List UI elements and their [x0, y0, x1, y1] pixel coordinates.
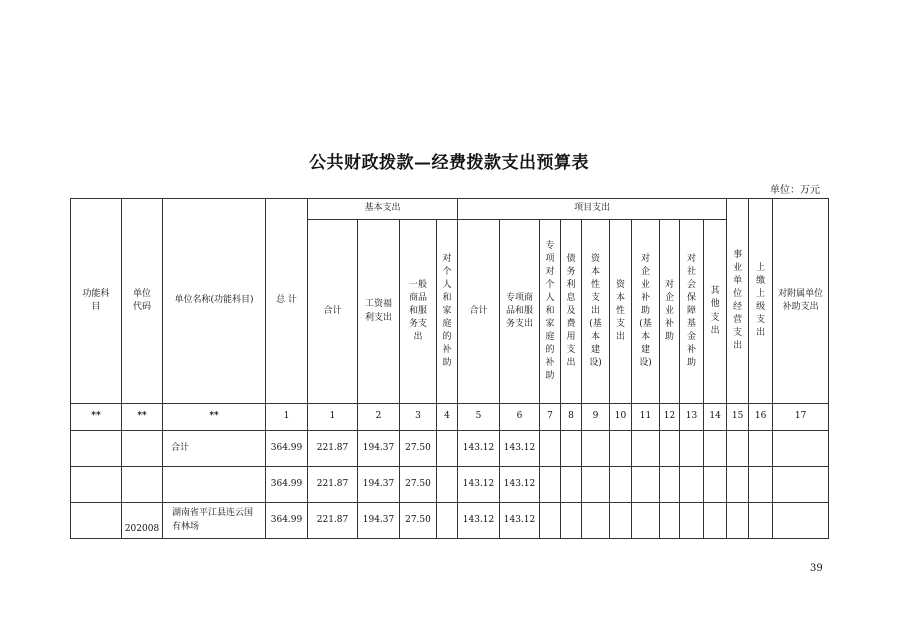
index-cell: 1: [308, 404, 358, 431]
header-total: 总 计: [266, 199, 308, 404]
header-social-security: 对社会保障基金补助: [680, 220, 704, 404]
empty-cell: [704, 431, 727, 467]
index-cell: 7: [540, 404, 561, 431]
header-proj-goods: 专项商品和服务支出: [500, 220, 540, 404]
personal-cell: [437, 467, 458, 503]
empty-cell: [773, 467, 829, 503]
header-capital-basic: 资本性支出(基本建设): [582, 220, 610, 404]
personal-cell: [437, 431, 458, 467]
header-capital: 资本性支出: [610, 220, 632, 404]
unit-label: 单位：万元: [770, 185, 820, 196]
header-wage-welfare: 工资福利支出: [358, 220, 400, 404]
index-cell: **: [71, 404, 122, 431]
table-row: [71, 467, 829, 503]
empty-cell: [680, 503, 704, 539]
index-cell: 16: [749, 404, 773, 431]
empty-cell: [610, 431, 632, 467]
header-unit-name: 单位名称(功能科目): [163, 199, 266, 404]
basic-total-cell: 221.87: [308, 467, 358, 503]
empty-cell: [727, 467, 749, 503]
index-cell: 10: [610, 404, 632, 431]
empty-cell: [660, 431, 680, 467]
index-cell: 15: [727, 404, 749, 431]
index-cell: 14: [704, 404, 727, 431]
total-cell: 364.99: [266, 503, 308, 539]
code-cell: 202008: [122, 503, 163, 539]
empty-cell: [540, 503, 561, 539]
proj-total-cell: 143.12: [458, 467, 500, 503]
index-cell: 1: [266, 404, 308, 431]
empty-cell: [582, 431, 610, 467]
header-basic-total: 合计: [308, 220, 358, 404]
basic-total-cell: 221.87: [308, 431, 358, 467]
empty-cell: [632, 431, 660, 467]
code-cell: [122, 467, 163, 503]
empty-cell: [773, 503, 829, 539]
goods-cell: 27.50: [400, 503, 437, 539]
header-row-1: [71, 199, 829, 220]
empty-cell: [727, 431, 749, 467]
empty-cell: [749, 503, 773, 539]
table-row: [71, 503, 829, 539]
header-goods-services: 一般商品和服务支出: [400, 220, 437, 404]
proj-goods-cell: 143.12: [500, 467, 540, 503]
index-cell: 12: [660, 404, 680, 431]
index-cell: 6: [500, 404, 540, 431]
proj-goods-cell: 143.12: [500, 431, 540, 467]
code-cell: [122, 431, 163, 467]
header-basic: 基本支出: [308, 199, 458, 220]
empty-cell: [632, 503, 660, 539]
empty-cell: [610, 503, 632, 539]
empty-cell: [660, 467, 680, 503]
index-cell: 17: [773, 404, 829, 431]
func-cell: [71, 503, 122, 539]
header-other: 其他支出: [704, 220, 727, 404]
header-enterprise-subsidy: 对企业补助: [660, 220, 680, 404]
empty-cell: [660, 503, 680, 539]
empty-cell: [704, 503, 727, 539]
index-cell: 3: [400, 404, 437, 431]
header-proj-total: 合计: [458, 220, 500, 404]
index-cell: 5: [458, 404, 500, 431]
wage-cell: 194.37: [358, 503, 400, 539]
wage-cell: 194.37: [358, 467, 400, 503]
name-cell: 湖南省平江县连云国有林场: [163, 503, 266, 539]
header-proj-personal: 专项对个人和家庭的补助: [540, 220, 561, 404]
name-cell: 合计: [163, 431, 266, 467]
empty-cell: [749, 431, 773, 467]
empty-cell: [540, 467, 561, 503]
empty-cell: [632, 467, 660, 503]
empty-cell: [680, 431, 704, 467]
header-enterprise-subsidy-basic: 对企业补助(基本建设): [632, 220, 660, 404]
total-cell: 364.99: [266, 467, 308, 503]
total-cell: 364.99: [266, 431, 308, 467]
header-debt-interest: 债务利息及费用支出: [561, 220, 582, 404]
header-project: 项目支出: [458, 199, 727, 220]
header-func-subject: 功能科目: [71, 199, 122, 404]
empty-cell: [561, 467, 582, 503]
header-upper-payment: 上缴上级支出: [749, 199, 773, 404]
index-cell: 13: [680, 404, 704, 431]
index-cell: 11: [632, 404, 660, 431]
empty-cell: [561, 503, 582, 539]
page-number: 39: [810, 563, 823, 574]
index-cell: 2: [358, 404, 400, 431]
name-cell: [163, 467, 266, 503]
goods-cell: 27.50: [400, 467, 437, 503]
empty-cell: [561, 431, 582, 467]
empty-cell: [680, 467, 704, 503]
header-unit-code: 单位代码: [122, 199, 163, 404]
func-cell: [71, 467, 122, 503]
proj-total-cell: 143.12: [458, 503, 500, 539]
index-cell: 8: [561, 404, 582, 431]
empty-cell: [727, 503, 749, 539]
empty-cell: [704, 467, 727, 503]
empty-cell: [749, 467, 773, 503]
empty-cell: [582, 467, 610, 503]
index-cell: **: [122, 404, 163, 431]
index-cell: 4: [437, 404, 458, 431]
empty-cell: [610, 467, 632, 503]
index-row: [71, 404, 829, 431]
table-row: [71, 431, 829, 467]
empty-cell: [540, 431, 561, 467]
func-cell: [71, 431, 122, 467]
personal-cell: [437, 503, 458, 539]
proj-goods-cell: 143.12: [500, 503, 540, 539]
empty-cell: [582, 503, 610, 539]
goods-cell: 27.50: [400, 431, 437, 467]
budget-table: [70, 198, 829, 539]
proj-total-cell: 143.12: [458, 431, 500, 467]
empty-cell: [773, 431, 829, 467]
index-cell: 9: [582, 404, 610, 431]
header-business-unit: 事业单位经营支出: [727, 199, 749, 404]
header-personal-family: 对个人和家庭的补助: [437, 220, 458, 404]
page-title: 公共财政拨款—经费拨款支出预算表: [309, 153, 589, 173]
wage-cell: 194.37: [358, 431, 400, 467]
basic-total-cell: 221.87: [308, 503, 358, 539]
header-affiliated-subsidy: 对附属单位补助支出: [773, 199, 829, 404]
index-cell: **: [163, 404, 266, 431]
